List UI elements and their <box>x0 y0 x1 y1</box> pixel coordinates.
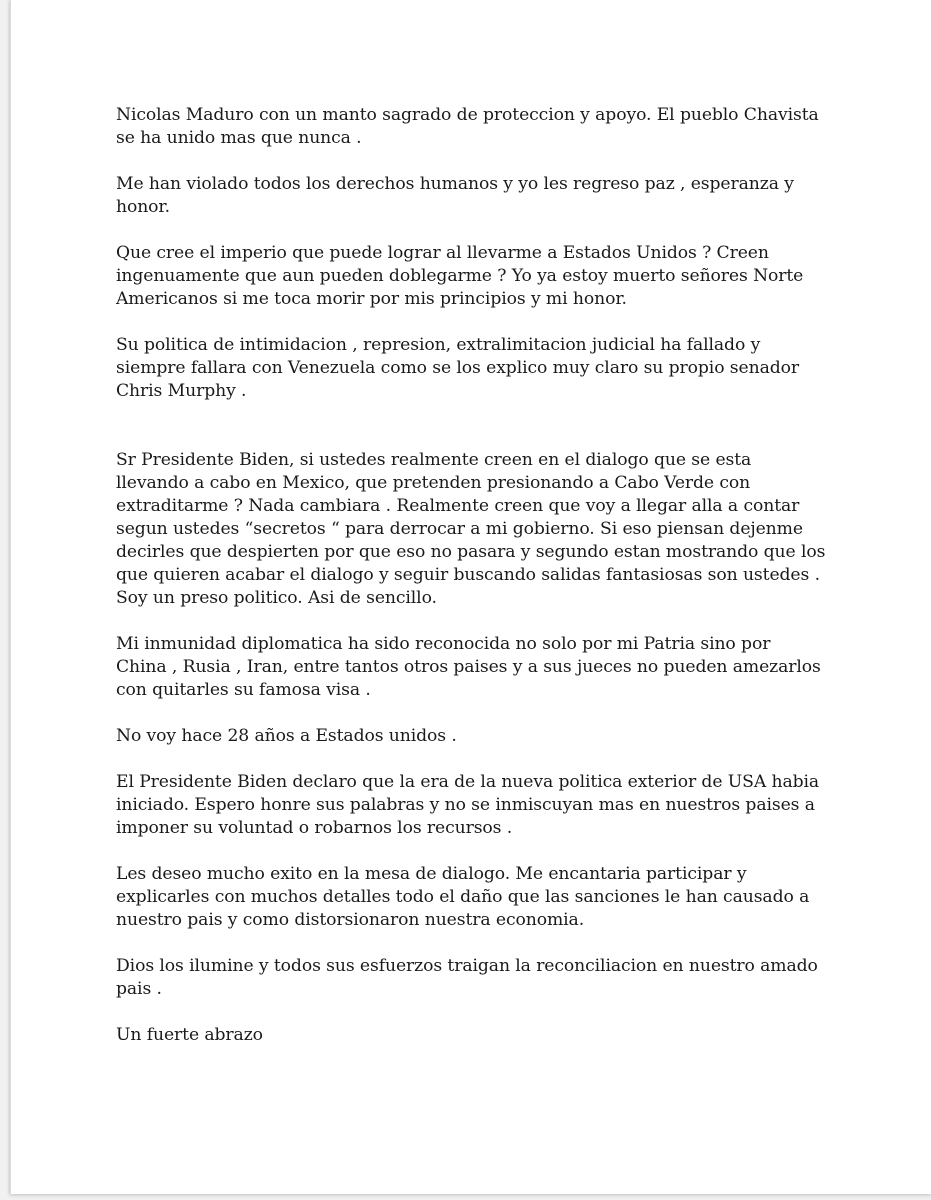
paragraph-4: Su politica de intimidacion , represion, extralimitacion judicial ha fallado y siempre fallara con Venezuela como se los explico muy claro su propio senador Chris Murphy . <box>116 335 799 401</box>
letter-body <box>116 104 826 1047</box>
paragraph-8: El Presidente Biden declaro que la era de la nueva politica exterior de USA habia iniciado. Espero honre sus palabras y no se inmiscuyan mas en nuestros paises a imponer su voluntad o robarnos los recursos . <box>116 772 820 838</box>
paragraph-2: Me han violado todos los derechos humanos y yo les regreso paz , esperanza y honor. <box>116 174 794 217</box>
paragraph-10: Dios los ilumine y todos sus esfuerzos traigan la reconciliacion en nuestro amado pais . <box>116 956 818 999</box>
paragraph-1: Nicolas Maduro con un manto sagrado de proteccion y apoyo. El pueblo Chavista se ha unido mas que nunca . <box>116 105 819 148</box>
paragraph-5: Sr Presidente Biden, si ustedes realmente creen en el dialogo que se esta llevando a cabo en Mexico, que pretenden presionando a Cabo Verde con extraditarme ? Nada cambiara . Realmente creen que voy a llegar alla a contar segun ustedes “secretos “ para derrocar a mi gobierno. Si eso piensan dejenme decirles que despierten por que eso no pasara y segundo estan mostrando que los que quieren acabar el dialogo y seguir buscando salidas fantasiosas son ustedes . Soy un preso politico. Asi de sencillo. <box>116 450 826 608</box>
paragraph-3: Que cree el imperio que puede lograr al llevarme a Estados Unidos ? Creen ingenuamente que aun pueden doblegarme ? Yo ya estoy muerto señores Norte Americanos si me toca morir por mis principios y mi honor. <box>116 243 804 309</box>
paragraph-9: Les deseo mucho exito en la mesa de dialogo. Me encantaria participar y explicarles con muchos detalles todo el daño que las sanciones le han causado a nuestro pais y como distorsionaron nuestra economia. <box>116 864 810 930</box>
paragraph-7: No voy hace 28 años a Estados unidos . <box>116 726 457 746</box>
paragraph-6: Mi inmunidad diplomatica ha sido reconocida no solo por mi Patria sino por China , Rusia , Iran, entre tantos otros paises y a sus jueces no pueden amezarlos con quitarles su famosa visa . <box>116 634 821 700</box>
document-page <box>10 0 931 1194</box>
closing-line: Un fuerte abrazo <box>116 1025 263 1045</box>
